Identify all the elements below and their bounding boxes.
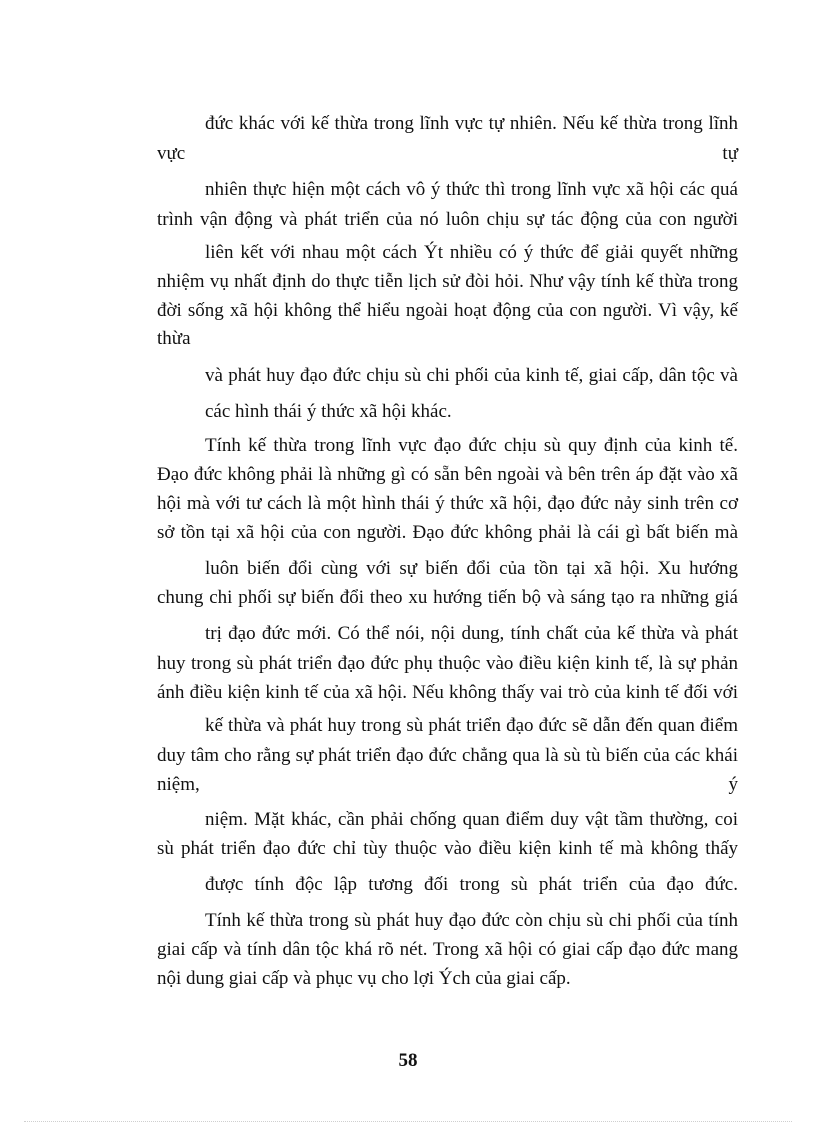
text-line: đức khác với kế thừa trong lĩnh vực tự nhiên. Nếu kế thừa trong lĩnh <box>205 113 738 134</box>
text-fragment: tự <box>722 143 738 164</box>
text-line: duy tâm cho rằng sự phát triển đạo đức chẳng qua là sù tù biến của các khái <box>157 745 738 766</box>
text-line: Tính kế thừa trong lĩnh vực đạo đức chịu sù quy định của kinh tế. <box>205 435 738 456</box>
text-line: kế thừa và phát huy trong sù phát triển đạo đức sẽ dẫn đến quan điểm <box>205 715 738 736</box>
text-line: các hình thái ý thức xã hội khác. <box>205 401 452 422</box>
text-line: nội dung giai cấp và phục vụ cho lợi Ých của giai cấp. <box>157 968 571 989</box>
text-line: trình vận động và phát triển của nó luôn chịu sự tác động của con người <box>157 209 738 230</box>
text-line: Tính kế thừa trong sù phát huy đạo đức còn chịu sù chi phối của tính <box>205 910 738 931</box>
text-line: đời sống xã hội không thể hiểu ngoài hoạt động của con người. Vì vậy, kế <box>157 300 738 321</box>
text-line: hội mà với tư cách là một hình thái ý thức xã hội, đạo đức nảy sinh trên cơ <box>157 493 738 514</box>
text-line: nhiệm vụ nhất định do thực tiễn lịch sử đòi hỏi. Như vậy tính kế thừa trong <box>157 271 738 292</box>
text-line <box>157 773 738 797</box>
text-line: luôn biến đổi cùng với sự biến đổi của tồn tại xã hội. Xu hướng <box>205 558 738 579</box>
text-line: niệm. Mặt khác, cần phải chống quan điểm duy vật tầm thường, coi <box>205 809 738 830</box>
text-line: giai cấp và tính dân tộc khá rõ nét. Trong xã hội có giai cấp đạo đức mang <box>157 939 738 960</box>
text-line: thừa <box>157 328 191 349</box>
text-fragment: ý <box>728 774 738 795</box>
text-line: sù phát triển đạo đức chỉ tùy thuộc vào điều kiện kinh tế mà không thấy <box>157 838 738 859</box>
page-bottom-divider <box>24 1121 792 1122</box>
text-line: huy trong sù phát triển đạo đức phụ thuộc vào điều kiện kinh tế, là sự phản <box>157 653 738 674</box>
text-line: trị đạo đức mới. Có thể nói, nội dung, tính chất của kế thừa và phát <box>205 623 738 644</box>
text-line: chung chi phối sự biến đổi theo xu hướng tiến bộ và sáng tạo ra những giá <box>157 587 738 608</box>
text-line <box>157 142 738 166</box>
text-line: sở tồn tại xã hội của con người. Đạo đức không phải là cái gì bất biến mà <box>157 522 738 543</box>
text-fragment: vực <box>157 143 186 164</box>
text-line: liên kết với nhau một cách Ýt nhiều có ý thức để giải quyết những <box>205 242 738 263</box>
text-line: nhiên thực hiện một cách vô ý thức thì trong lĩnh vực xã hội các quá <box>205 179 738 200</box>
text-line: và phát huy đạo đức chịu sù chi phối của kinh tế, giai cấp, dân tộc và <box>205 365 738 386</box>
text-line: Đạo đức không phải là những gì có sẵn bên ngoài và bên trên áp đặt vào xã <box>157 464 738 485</box>
page-number: 58 <box>398 1050 418 1071</box>
text-fragment: niệm, <box>157 774 200 795</box>
text-line: được tính độc lập tương đối trong sù phát triển của đạo đức. <box>205 874 738 895</box>
text-line: ánh điều kiện kinh tế của xã hội. Nếu không thấy vai trò của kinh tế đối với <box>157 682 738 703</box>
